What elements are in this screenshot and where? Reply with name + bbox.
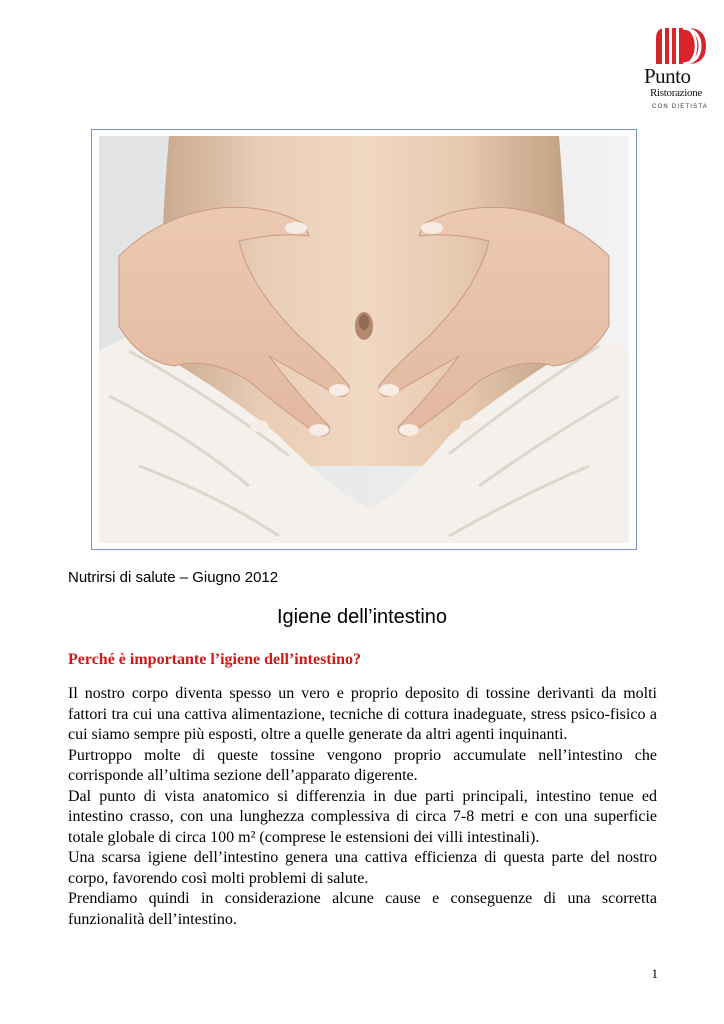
paragraph: Dal punto di vista anatomico si differenzia in due parti principali, intestino tenue ed intestino crasso, con una lunghezza complessiva di circa 7-8 metri e con una superficie totale globale di circa 100 m² (comprese le estensioni dei villi intestinali). bbox=[68, 787, 657, 846]
paragraph: Il nostro corpo diventa spesso un vero e proprio deposito di tossine derivanti da molti fattori tra cui una cattiva alimentazione, tecniche di cottura inadeguate, stress psico-fisico a cui siamo sempre più esposti, oltre a quelle generate da altri agenti inquinanti. bbox=[68, 685, 657, 743]
newsletter-subtitle: Nutrirsi di salute – Giugno 2012 bbox=[68, 569, 279, 586]
logo-brand-text: Punto bbox=[644, 64, 691, 88]
paragraph: Prendiamo quindi in considerazione alcune cause e conseguenze di una scorretta funzionalità dell’intestino. bbox=[68, 890, 657, 928]
page-title: Igiene dell’intestino bbox=[276, 606, 448, 628]
logo-stripes-icon bbox=[648, 24, 710, 68]
body-text bbox=[68, 684, 657, 930]
section-heading: Perché è importante l’igiene dell’intestino? bbox=[68, 651, 361, 668]
page-number: 1 bbox=[651, 966, 658, 981]
logo-tagline-text: CON DIETISTA bbox=[652, 104, 708, 110]
hands-on-abdomen-photo bbox=[91, 129, 637, 550]
paragraph: Purtroppo molte di queste tossine vengono proprio accumulate nell’intestino che corrisponde all’ultima sezione dell’apparato digerente. bbox=[68, 746, 657, 784]
abdomen-illustration bbox=[99, 136, 629, 543]
punto-ristorazione-logo bbox=[644, 24, 714, 116]
logo-subtitle-text: Ristorazione bbox=[650, 87, 702, 99]
paragraph: Una scarsa igiene dell’intestino genera una cattiva efficienza di questa parte del nostro corpo, favorendo così molti problemi di salute. bbox=[68, 849, 657, 887]
